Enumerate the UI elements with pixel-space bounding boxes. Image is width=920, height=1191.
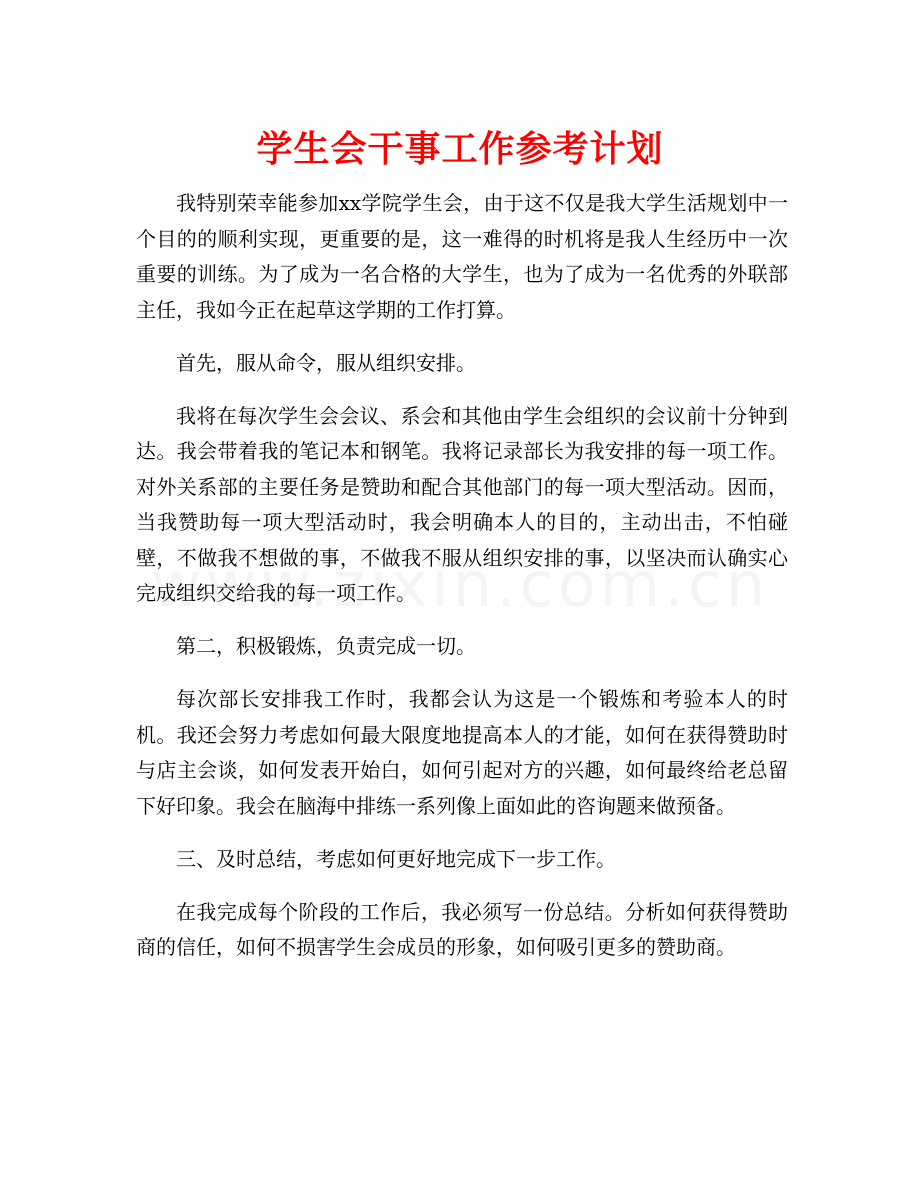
paragraph-section-3: 在我完成每个阶段的工作后，我必须写一份总结。分析如何获得赞助商的信任，如何不损害学生会成员的形象，如何吸引更多的赞助商。 — [136, 899, 788, 959]
paragraph-heading-3: 三、及时总结，考虑如何更好地完成下一步工作。 — [176, 846, 616, 871]
paragraph-heading-1: 首先，服从命令，服从组织安排。 — [176, 350, 476, 375]
paragraph-section-2: 每次部长安排我工作时，我都会认为这是一个锻炼和考验本人的时机。我还会努力考虑如何最大限度地提高本人的才能，如何在获得赞助时与店主会谈，如何发表开始白，如何引起对方的兴趣，如何最终给老总留下好印象。我会在脑海中排练一系列像上面如此的咨询题来做预备。 — [136, 687, 788, 818]
paragraph-intro: 我特别荣幸能参加xx学院学生会，由于这不仅是我大学生活规划中一个目的的顺利实现，更重要的是，这一难得的时机将是我人生经历中一次重要的训练。为了成为一名合格的大学生，也为了成为一名优秀的外联部主任，我如今正在起草这学期的工作打算。 — [136, 191, 788, 322]
document-body — [136, 186, 788, 983]
document-title: 学生会干事工作参考计划 — [256, 129, 664, 170]
paragraph-section-1: 我将在每次学生会会议、系会和其他由学生会组织的会议前十分钟到达。我会带着我的笔记本和钢笔。我将记录部长为我安排的每一项工作。对外关系部的主要任务是赞助和配合其他部门的每一项大型活动。因而，当我赞助每一项大型活动时，我会明确本人的目的，主动出击，不怕碰壁，不做我不想做的事，不做我不服从组织安排的事，以坚决而认确实心完成组织交给我的每一项工作。 — [136, 403, 788, 605]
paragraph-heading-2: 第二，积极锻炼，负责完成一切。 — [176, 634, 476, 658]
